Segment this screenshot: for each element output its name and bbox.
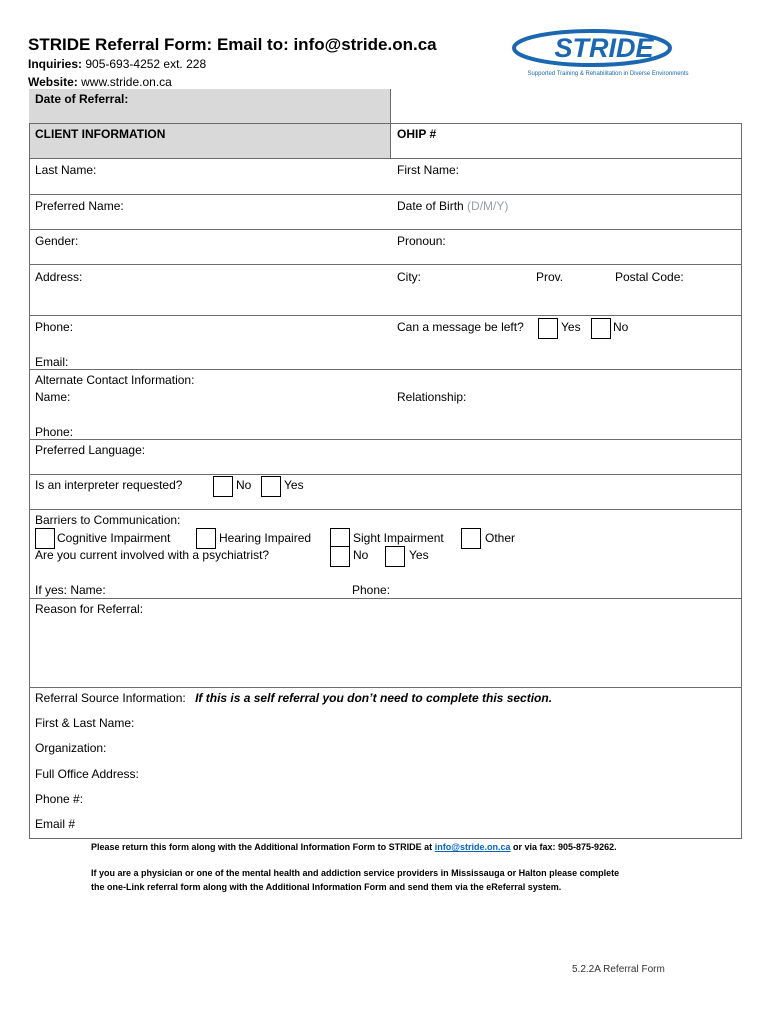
date-of-birth-label: Date of Birth xyxy=(397,199,464,213)
first-name-field[interactable]: First Name: xyxy=(397,163,460,177)
psychiatrist-no-checkbox[interactable] xyxy=(330,546,350,567)
pronoun-field[interactable]: Pronoun: xyxy=(397,234,446,248)
inquiries-line: Inquiries: 905-693-4252 ext. 228 xyxy=(28,57,207,71)
date-of-birth-format: (D/M/Y) xyxy=(467,199,509,213)
referrer-phone-field[interactable]: Phone #: xyxy=(35,792,84,806)
message-yes-checkbox[interactable] xyxy=(538,318,558,339)
row-divider xyxy=(29,369,742,370)
email-to-label: Email to: info@stride.on.ca xyxy=(216,35,437,54)
row-divider xyxy=(29,474,742,475)
client-information-heading: CLIENT INFORMATION xyxy=(35,127,166,141)
message-yes-label: Yes xyxy=(561,320,581,334)
interpreter-yes-checkbox[interactable] xyxy=(261,476,281,497)
interpreter-yes-label: Yes xyxy=(284,478,304,492)
row-divider xyxy=(29,598,742,599)
address-field[interactable]: Address: xyxy=(35,270,83,284)
psychiatrist-question: Are you current involved with a psychiatrist? xyxy=(35,548,270,562)
logo-wordmark: STRIDE xyxy=(554,33,654,63)
barriers-heading: Barriers to Communication: xyxy=(35,513,181,527)
hearing-impaired-checkbox[interactable] xyxy=(196,528,216,549)
preferred-name-field[interactable]: Preferred Name: xyxy=(35,199,124,213)
psychiatrist-phone-field[interactable]: Phone: xyxy=(352,583,391,597)
city-field[interactable]: City: xyxy=(397,270,421,284)
referral-source-heading xyxy=(35,691,552,705)
table-left-border xyxy=(29,123,30,839)
email-field[interactable]: Email: xyxy=(35,355,69,369)
organization-field[interactable]: Organization: xyxy=(35,741,107,755)
reason-for-referral-field[interactable]: Reason for Referral: xyxy=(35,602,144,616)
psychiatrist-no-label: No xyxy=(353,548,369,562)
row-divider xyxy=(29,509,742,510)
psychiatrist-yes-label: Yes xyxy=(409,548,429,562)
physician-instructions-line2: the one-Link referral form along with the Additional Information Form and send them via the eReferral system. xyxy=(91,882,562,892)
cognitive-impairment-checkbox[interactable] xyxy=(35,528,55,549)
other-checkbox[interactable] xyxy=(461,528,481,549)
referrer-email-field[interactable]: Email # xyxy=(35,817,76,831)
psychiatrist-name-field[interactable]: If yes: Name: xyxy=(35,583,106,597)
message-no-checkbox[interactable] xyxy=(591,318,611,339)
message-no-label: No xyxy=(613,320,629,334)
psychiatrist-yes-checkbox[interactable] xyxy=(385,546,405,567)
form-title: STRIDE Referral Form: Email to: info@stride.on.ca xyxy=(28,35,437,54)
phone-field[interactable]: Phone: xyxy=(35,320,74,334)
alternate-phone-field[interactable]: Phone: xyxy=(35,425,74,439)
last-name-field[interactable]: Last Name: xyxy=(35,163,97,177)
interpreter-no-checkbox[interactable] xyxy=(213,476,233,497)
referral-source-label: Referral Source Information: xyxy=(35,691,186,705)
other-label: Other xyxy=(485,531,516,545)
office-address-field[interactable]: Full Office Address: xyxy=(35,767,139,781)
return-instructions: Please return this form along with the Additional Information Form to STRIDE at info@stride.on.ca or via fax: 905-875-9262. xyxy=(91,842,617,852)
sight-impairment-label: Sight Impairment xyxy=(353,531,444,545)
stride-email-link[interactable]: info@stride.on.ca xyxy=(434,842,511,852)
header-divider xyxy=(390,89,391,158)
row-divider xyxy=(29,315,742,316)
message-question: Can a message be left? xyxy=(397,320,524,334)
alternate-name-field[interactable]: Name: xyxy=(35,390,71,404)
hearing-impaired-label: Hearing Impaired xyxy=(219,531,312,545)
row-divider xyxy=(29,264,742,265)
self-referral-note: If this is a self referral you don’t need to complete this section. xyxy=(195,691,553,705)
physician-instructions-line1: If you are a physician or one of the mental health and addiction service providers in Mississauga or Halton please complete xyxy=(91,868,620,878)
date-of-referral-label: Date of Referral: xyxy=(35,92,129,106)
interpreter-no-label: No xyxy=(236,478,252,492)
row-divider xyxy=(29,439,742,440)
referrer-name-field[interactable]: First & Last Name: xyxy=(35,716,135,730)
preferred-language-field[interactable]: Preferred Language: xyxy=(35,443,146,457)
stride-logo xyxy=(512,26,702,86)
table-top-border xyxy=(29,123,742,124)
ohip-field[interactable]: OHIP # xyxy=(397,127,437,141)
alternate-contact-heading: Alternate Contact Information: xyxy=(35,373,195,387)
gender-field[interactable]: Gender: xyxy=(35,234,79,248)
table-bottom-border xyxy=(29,838,742,839)
row-divider xyxy=(29,194,742,195)
relationship-field[interactable]: Relationship: xyxy=(397,390,467,404)
row-divider xyxy=(29,158,742,159)
row-divider xyxy=(29,229,742,230)
postal-code-field[interactable]: Postal Code: xyxy=(615,270,684,284)
table-right-border xyxy=(741,123,742,839)
website-line: Website: www.stride.on.ca xyxy=(28,75,172,89)
cognitive-impairment-label: Cognitive Impairment xyxy=(57,531,171,545)
form-number: 5.2.2A Referral Form xyxy=(572,964,665,975)
date-of-birth-field[interactable] xyxy=(397,199,508,213)
interpreter-question: Is an interpreter requested? xyxy=(35,478,183,492)
row-divider xyxy=(29,687,742,688)
province-field[interactable]: Prov. xyxy=(536,270,564,284)
logo-tagline: Supported Training & Rehabilitation in Diverse Environments xyxy=(527,71,689,77)
